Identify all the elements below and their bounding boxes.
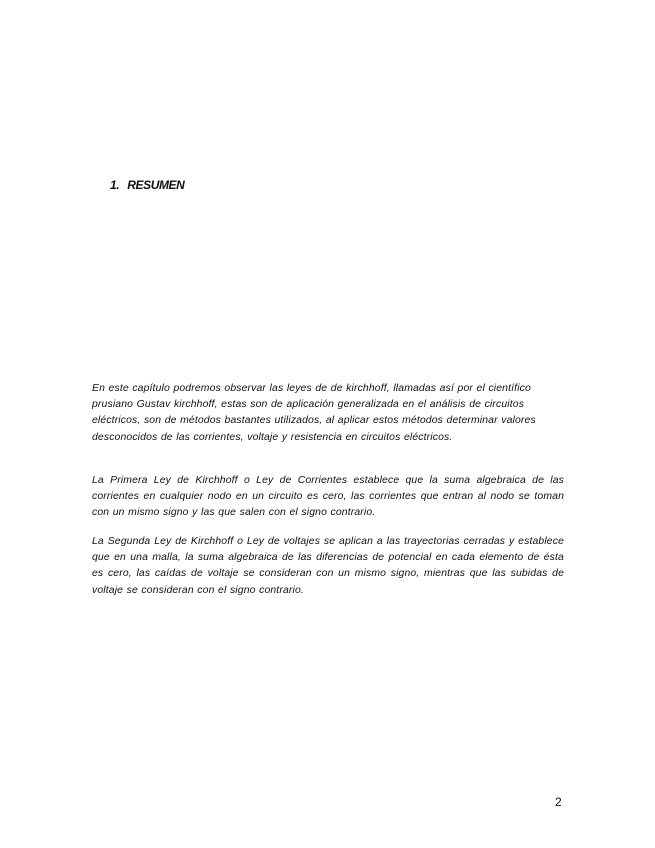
section-number: 1. <box>110 178 120 192</box>
section-heading <box>110 178 184 192</box>
paragraph-first-law: La Primera Ley de Kirchhoff o Ley de Corrientes establece que la suma algebraica de las corrientes en cualquier nodo en un circuito es cero, las corrientes que entran al nodo se toman con un mismo signo y las que salen con el signo contrario. <box>92 475 564 519</box>
section-title: RESUMEN <box>127 178 185 192</box>
page-number: 2 <box>555 795 562 809</box>
paragraph-second-law: La Segunda Ley de Kirchhoff o Ley de voltajes se aplican a las trayectorias cerradas y establece que en una malla, la suma algebraica de las diferencias de potencial en cada elemento de ésta es cero, las caídas de voltaje se consideran con un mismo signo, mientras que las subidas de voltaje se consideran con el signo contrario. <box>92 536 564 596</box>
paragraph-intro: En este capítulo podremos observar las leyes de de kirchhoff, llamadas así por el científico prusiano Gustav kirchhoff, estas son de aplicación generalizada en el análisis de circuitos eléctricos, son de métodos bastantes utilizados, al aplicar estos métodos determinar valores desconocidos de las corrientes, voltaje y resistencia en circuitos eléctricos. <box>92 383 536 443</box>
